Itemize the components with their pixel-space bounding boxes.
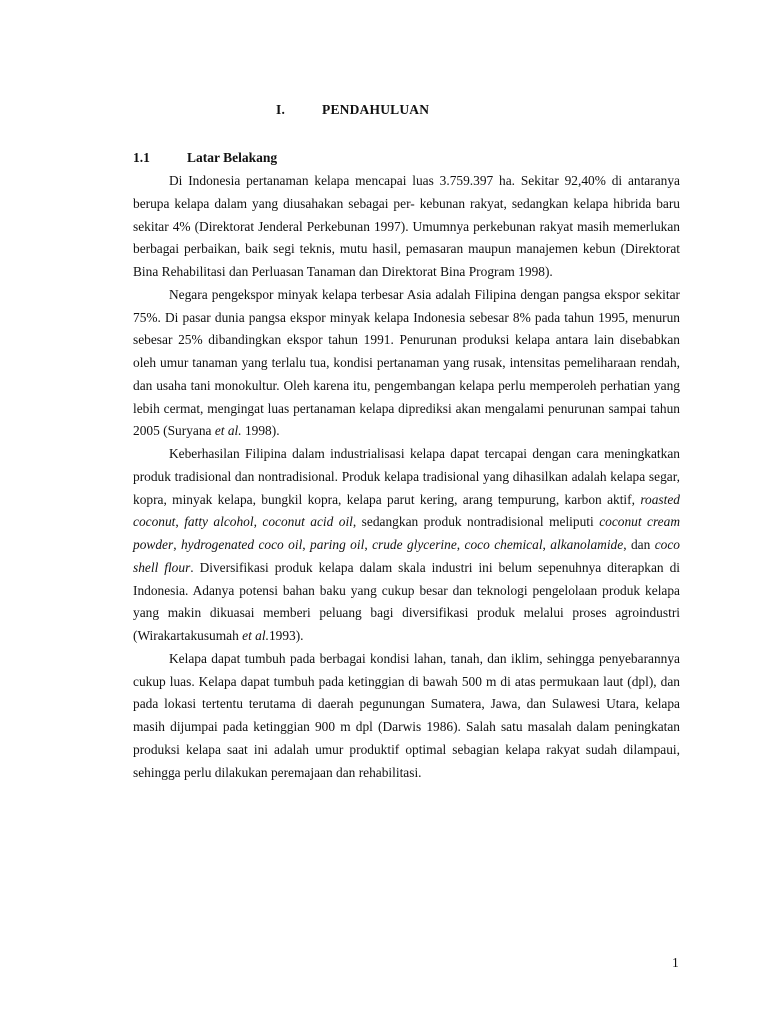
text-segment: , bbox=[364, 537, 373, 552]
italic-term: coco shell flour bbox=[133, 537, 680, 575]
paragraph-3 bbox=[133, 443, 680, 648]
italic-term: coco chemical bbox=[464, 537, 543, 552]
section-heading bbox=[133, 150, 277, 166]
chapter-title bbox=[276, 102, 429, 118]
chapter-number: I. bbox=[276, 102, 286, 117]
italic-term: et al. bbox=[214, 423, 242, 439]
text-segment: , bbox=[173, 537, 181, 552]
text-segment: , bbox=[175, 514, 185, 530]
page-number: 1 bbox=[672, 955, 679, 970]
text-segment: Negara pengekspor minyak kelapa terbesar Asia adalah Filipina dengan pangsa ekspor sekitar 75%. Di pasar dunia pangsa ekspor minyak kelapa Indonesia sebesar 8% pada tahun 1995, menurun sebesar 25% dibandingkan ekspor tahun 1991. Penurunan produksi kelapa antara lain disebabkan oleh umur tanaman yang terlalu tua, kondisi pertanaman yang rusak, intensitas pemeliharaan rendah, dan usaha tani monokultur. Oleh karena itu, pengembangan kelapa perlu memperoleh perhatian yang lebih cermat, mengingat luas pertanaman kelapa diprediksi akan mengalami penurunan sampai tahun 2005 (Suryana bbox=[133, 286, 680, 439]
chapter-title-text: PENDAHULUAN bbox=[322, 102, 430, 117]
text-segment: 1998). bbox=[241, 423, 280, 439]
italic-term: hydrogenated coco oil bbox=[180, 537, 303, 552]
italic-term: coconut cream powder bbox=[133, 514, 680, 552]
text-segment: Di Indonesia pertanaman kelapa mencapai luas 3.759.397 ha. Sekitar 92,40% di antaranya berupa kelapa dalam yang diusahakan sebagai per- kebunan rakyat, sedangkan kelapa hibrida baru sekitar 4% (Direktorat Jenderal Perkebunan 1997). Umumnya perkebunan rakyat masih memerlukan berbagai perbaikan, baik segi teknis, mutu hasil, pemasaran maupun manajemen kebun (Direktorat Bina Rehabilitasi dan Perluasan Tanaman dan Direktorat Bina Program 1998). bbox=[133, 173, 680, 279]
body-text bbox=[133, 170, 680, 784]
text-segment: , bbox=[302, 537, 311, 552]
text-segment: Kelapa dapat tumbuh pada berbagai kondisi lahan, tanah, dan iklim, sehingga penyebarannya cukup luas. Kelapa dapat tumbuh pada ketinggian di bawah 500 m di atas permukaan laut (dpl), dan pada lokasi tertentu terutama di daerah pegunungan Sumatera, Jawa, dan Sulawesi Utara, kelapa masih dijumpai pada ketinggian 900 m dpl (Darwis 1986). Salah satu masalah dalam peningkatan produksi kelapa saat ini adalah umur produktif optimal sebagian kelapa rakyat sudah dilampaui, sehingga perlu dilakukan peremajaan dan rehabilitasi. bbox=[133, 650, 680, 780]
paragraph-1 bbox=[133, 170, 680, 284]
paragraph-2 bbox=[133, 284, 680, 443]
italic-term: coconut acid oil bbox=[262, 514, 353, 530]
text-segment: 1993). bbox=[268, 628, 304, 643]
text-segment: Keberhasilan Filipina dalam industrialisasi kelapa dapat tercapai dengan cara meningkatkan produk tradisional dan nontradisional. Produk kelapa tradisional yang dihasilkan adalah kelapa segar, kopra, minyak kelapa, bungkil kopra, kelapa parut kering, arang tempurung, karbon aktif, bbox=[133, 446, 680, 507]
italic-term: et al. bbox=[242, 628, 269, 643]
text-segment: . Diversifikasi produk kelapa dalam skala industri ini belum sepenuhnya diterapkan di Indonesia. Adanya potensi bahan baku yang cukup besar dan teknologi pengelolaan produk kelapa yang makin dikuasai memberi peluang bagi diversifikasi produk melalui proses agroindustri (Wirakartakusumah bbox=[133, 559, 680, 643]
italic-term: alkanolamide bbox=[550, 537, 624, 552]
text-segment: , sedangkan produk nontradisional meliputi bbox=[352, 514, 600, 530]
text-segment: , bbox=[253, 514, 263, 530]
section-title: Latar Belakang bbox=[187, 150, 278, 165]
italic-term: roasted coconut bbox=[133, 491, 680, 530]
italic-term: fatty alcohol bbox=[184, 514, 254, 530]
section-number: 1.1 bbox=[133, 150, 150, 165]
italic-term: crude glycerine bbox=[372, 537, 457, 552]
text-segment: , bbox=[456, 537, 465, 552]
italic-term: paring oil bbox=[310, 537, 365, 552]
paragraph-4 bbox=[133, 648, 680, 785]
text-segment: , bbox=[542, 537, 551, 552]
text-segment: , dan bbox=[623, 537, 655, 552]
